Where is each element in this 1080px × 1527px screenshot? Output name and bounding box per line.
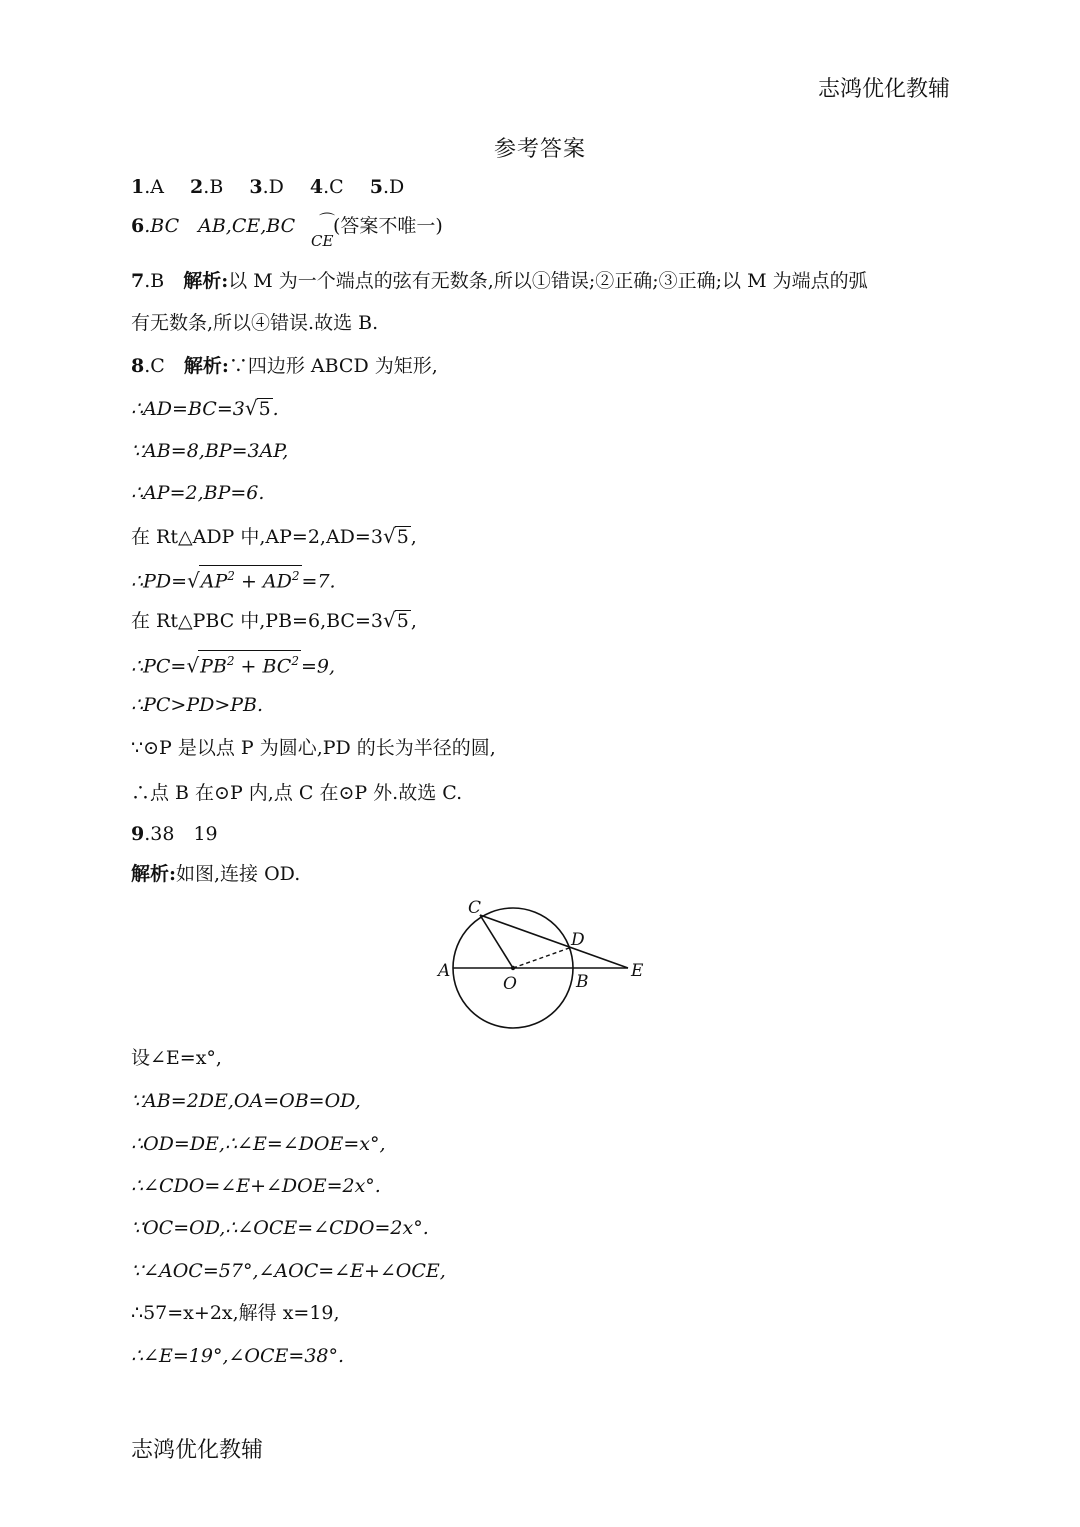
q8-number: 8 (131, 355, 145, 377)
q8-l4-end: , (410, 526, 417, 548)
footer-brand: 志鸿优化教辅 (131, 1438, 264, 1463)
q9-step-1: ∵AB=2DE,OA=OB=OD, (131, 1090, 361, 1112)
q7-answer: .B (144, 270, 184, 292)
q7-line-1 (131, 268, 868, 294)
q9-intro (131, 861, 300, 887)
q9-number: 9 (131, 823, 145, 845)
q4-answer: .C (323, 176, 344, 198)
q8-line-3: ∴AP=2,BP=6. (131, 482, 265, 504)
circle-geometry-figure (430, 895, 660, 1040)
q8-line-9: ∵⊙P 是以点 P 为圆心,PD 的长为半径的圆, (131, 737, 496, 759)
q6-answer: .BC AB,CE,BC (144, 215, 296, 237)
q8-l6-text: 在 Rt△PBC 中,PB=6,BC=3 (131, 610, 383, 632)
arc-symbol: ⌒ (319, 211, 336, 230)
q8-line-10: ∴点 B 在⊙P 内,点 C 在⊙P 外.故选 C. (131, 782, 463, 804)
term: PB (200, 655, 227, 678)
q8-l7-text: ∴PC= (131, 655, 187, 678)
sqrt-symbol: √ (244, 396, 258, 420)
sqrt-symbol: √ (187, 568, 200, 593)
page-title: 参考答案 (493, 137, 586, 162)
q6-note: (答案不唯一) (333, 215, 443, 237)
q8-l1-end: . (272, 398, 279, 420)
q8-l4-text: 在 Rt△ADP 中,AP=2,AD=3 (131, 526, 383, 548)
radicand: 5 (396, 610, 409, 632)
label-e: E (631, 961, 644, 981)
q8-line-5 (131, 565, 336, 594)
radicand (198, 650, 301, 676)
q7-number: 7 (131, 270, 145, 292)
q9-step-0: 设∠E=x°, (131, 1047, 222, 1069)
q8-l6-end: , (410, 610, 417, 632)
q8-analysis-label: 解析: (183, 355, 229, 377)
q6-number: 6 (131, 215, 145, 237)
q8-line-1 (131, 395, 279, 422)
q2-answer: .B (203, 176, 224, 198)
sqrt-symbol: √ (382, 608, 396, 632)
q5-number: 5 (369, 176, 383, 198)
q8-l1-text: ∴AD=BC=3 (131, 398, 245, 420)
q8-l5-text: ∴PD= (131, 570, 188, 593)
q6-line (131, 213, 295, 239)
q8-line-0 (131, 353, 438, 379)
q8-line-7 (131, 650, 335, 679)
exponent: 2 (291, 569, 300, 583)
q9-step-7: ∴∠E=19°,∠OCE=38°. (131, 1345, 345, 1367)
q9-step-4: ∵OC=OD,∴∠OCE=∠CDO=2x°. (131, 1217, 429, 1239)
segment-od-dashed (513, 947, 572, 968)
q8-line-2: ∵AB=8,BP=3AP, (131, 440, 289, 462)
q4-number: 4 (309, 176, 324, 198)
q9-step-2: ∴OD=DE,∴∠E=∠DOE=x°, (131, 1133, 386, 1155)
q9-step-6: ∴57=x+2x,解得 x=19, (131, 1302, 340, 1324)
q7-text-1: 以 M 为一个端点的弦有无数条,所以①错误;②正确;③正确;以 M 为端点的弧 (228, 270, 868, 292)
q9-step-3: ∴∠CDO=∠E+∠DOE=2x°. (131, 1175, 381, 1197)
answers-1-5 (131, 174, 404, 200)
label-b: B (576, 972, 589, 992)
q3-number: 3 (249, 176, 263, 198)
q8-text-0: ∵四边形 ABCD 为矩形, (228, 355, 438, 377)
q8-l7-end: =9, (300, 655, 336, 678)
q8-l5-end: =7. (301, 570, 336, 593)
sqrt-symbol: √ (382, 524, 396, 548)
q9-step-5: ∵∠AOC=57°,∠AOC=∠E+∠OCE, (131, 1260, 446, 1282)
sqrt-symbol: √ (186, 653, 200, 678)
segment-ce (480, 915, 628, 968)
center-point (511, 966, 515, 970)
exponent: 2 (227, 569, 235, 583)
q9-intro-text: 如图,连接 OD. (176, 863, 301, 885)
q8-line-8: ∴PC>PD>PB. (131, 694, 264, 716)
q5-answer: .D (383, 176, 405, 198)
exponent: 2 (226, 654, 235, 668)
q8-line-6 (131, 607, 417, 634)
radicand: 5 (396, 526, 409, 548)
label-c: C (468, 898, 482, 918)
q8-answer: .C (144, 355, 184, 377)
label-a: A (438, 961, 451, 981)
label-d: D (571, 930, 585, 950)
term: + BC (234, 655, 292, 678)
q1-number: 1 (131, 176, 145, 198)
term: AP (200, 570, 228, 593)
segment-oc (480, 915, 513, 968)
q9-answer: .38 19 (144, 823, 218, 845)
arc-label: CE (311, 232, 334, 250)
radicand: 5 (258, 398, 271, 420)
exponent: 2 (291, 654, 299, 668)
q7-line-2: 有无数条,所以④错误.故选 B. (131, 312, 379, 334)
q3-answer: .D (262, 176, 284, 198)
q1-answer: .A (144, 176, 164, 198)
q2-number: 2 (190, 176, 204, 198)
term: + AD (234, 570, 292, 593)
q9-line (131, 821, 218, 847)
q7-analysis-label: 解析: (183, 270, 229, 292)
q9-analysis-label: 解析: (131, 863, 177, 885)
q8-line-4 (131, 523, 417, 550)
header-brand: 志鸿优化教辅 (817, 77, 950, 102)
radicand (199, 565, 302, 591)
label-o: O (503, 974, 517, 994)
